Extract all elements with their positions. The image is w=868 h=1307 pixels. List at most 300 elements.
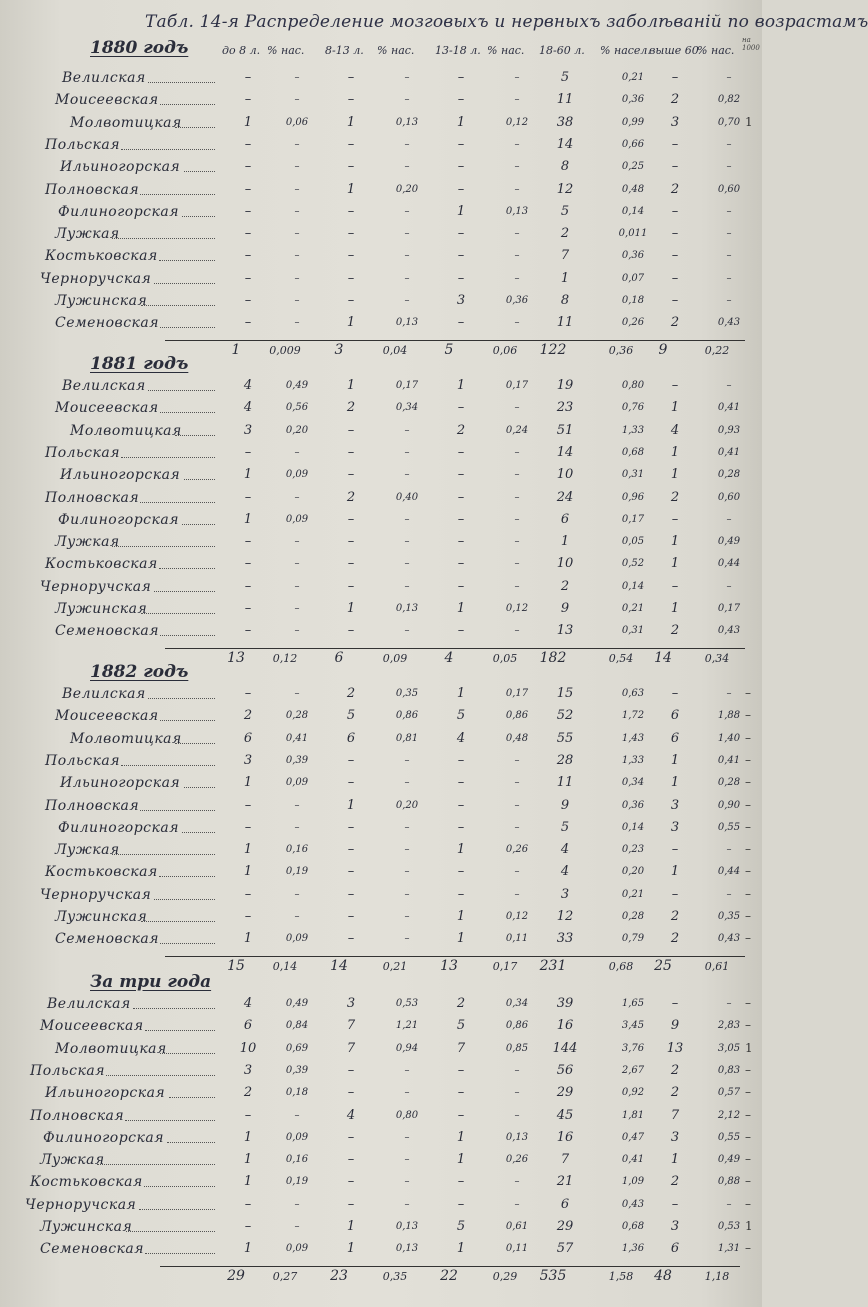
district-name: Лужинская [40, 1219, 133, 1235]
table-cell: 3 [456, 293, 466, 308]
table-cell: – [726, 1198, 732, 1210]
table-cell: 8 [560, 293, 570, 308]
district-name: Моисеевская [40, 1018, 144, 1035]
table-cell: – [347, 1196, 355, 1212]
table-cell: 1 [560, 270, 570, 286]
table-cell: 2 [670, 623, 680, 639]
table-cell: – [294, 446, 300, 458]
table-cell: 45 [556, 1107, 574, 1123]
table-cell: – [514, 228, 520, 240]
table-cell: – [244, 92, 252, 108]
table-cell: – [671, 996, 679, 1011]
table-cell: 1 [456, 909, 466, 924]
table-cell: 0,13 [505, 205, 529, 217]
district-name: Молвотицкая [55, 1040, 167, 1057]
table-cell: – [457, 556, 465, 572]
table-cell: 2,83 [717, 1020, 741, 1032]
table-cell: – [244, 203, 252, 219]
table-cell: 3 [243, 1062, 253, 1078]
district-name: Лужинская [55, 909, 148, 925]
leader-dots [140, 810, 215, 811]
table-cell: 39 [556, 996, 574, 1011]
table-cell: 1,21 [395, 1020, 419, 1032]
table-cell: – [514, 1176, 520, 1188]
table-cell: 0,20 [285, 424, 309, 436]
table-cell: 1,72 [621, 710, 645, 722]
table-cell: 0,36 [505, 295, 529, 306]
table-cell: 10 [556, 556, 574, 572]
table-cell: 0,41 [717, 402, 741, 414]
total-cell: 9 [658, 341, 668, 358]
table-cell: 0,17 [505, 380, 529, 391]
table-cell: – [347, 864, 355, 880]
table-cell: – [671, 136, 679, 152]
table-cell: – [457, 1174, 465, 1190]
table-cell: 0,81 [395, 732, 419, 744]
table-cell: – [347, 752, 355, 768]
leader-dots [144, 1186, 215, 1187]
leader-dots [167, 1142, 216, 1143]
margin-mark: – [745, 1152, 751, 1167]
table-cell: – [347, 1152, 355, 1168]
table-cell: 0,55 [717, 821, 741, 833]
total-cell: 0,35 [382, 1269, 408, 1283]
district-name: Польская [45, 752, 120, 769]
table-cell: 0,79 [621, 933, 645, 945]
table-cell: – [244, 444, 252, 460]
district-name: Семеновская [55, 315, 160, 332]
table-cell: – [726, 228, 732, 240]
table-cell: 1 [456, 1129, 466, 1145]
table-cell: 1 [670, 864, 680, 880]
table-cell: – [671, 203, 679, 219]
table-cell: – [404, 161, 410, 173]
table-cell: – [294, 821, 300, 833]
total-cell: 0,009 [269, 343, 301, 357]
table-cell: 3 [670, 1129, 680, 1145]
title-note: на 1000 [742, 36, 760, 52]
total-cell: 0,09 [382, 651, 408, 665]
table-cell: – [294, 536, 300, 548]
table-cell: – [294, 72, 300, 83]
leader-dots [184, 787, 216, 788]
table-cell: – [726, 72, 732, 83]
table-cell: – [294, 161, 300, 173]
table-cell: – [347, 623, 355, 639]
margin-mark: – [745, 797, 751, 812]
district-name: Полновская [45, 797, 140, 814]
leader-dots [141, 613, 216, 614]
district-name: Семеновская [55, 623, 160, 640]
table-cell: 0,09 [285, 1131, 309, 1143]
table-cell: 0,34 [505, 998, 529, 1009]
table-cell: 0,41 [717, 754, 741, 766]
table-cell: 0,92 [621, 1087, 645, 1099]
table-cell: 1 [346, 315, 356, 331]
table-cell: – [294, 250, 300, 262]
table-cell: 1,33 [621, 424, 645, 436]
table-cell: 0,68 [621, 446, 645, 458]
table-cell: 1 [456, 203, 466, 219]
table-cell: – [244, 293, 252, 308]
table-cell: 9 [560, 797, 570, 813]
table-cell: 0,09 [285, 469, 309, 481]
table-cell: 0,17 [395, 380, 419, 391]
table-cell: – [457, 1085, 465, 1101]
table-cell: – [347, 444, 355, 460]
district-name: Моисеевская [55, 92, 159, 109]
table-cell: 0,16 [285, 1154, 309, 1166]
total-cell: 0,04 [382, 343, 408, 357]
table-cell: 1 [243, 1174, 253, 1190]
table-cell: 3,76 [621, 1042, 645, 1054]
margin-mark: – [745, 931, 751, 946]
table-cell: 5 [560, 70, 570, 85]
table-cell: – [244, 248, 252, 264]
table-cell: 1 [243, 864, 253, 880]
table-cell: 0,13 [505, 1131, 529, 1143]
table-cell: 2 [670, 92, 680, 108]
table-cell: – [244, 819, 252, 835]
table-cell: 0,88 [717, 1176, 741, 1188]
total-rule [165, 648, 745, 649]
table-cell: – [347, 136, 355, 152]
total-rule [165, 956, 745, 957]
district-name: Моисеевская [55, 400, 159, 417]
table-cell: – [514, 402, 520, 414]
table-cell: 7 [456, 1040, 466, 1056]
margin-mark: – [745, 752, 751, 767]
table-cell: – [404, 754, 410, 766]
leader-dots [140, 502, 215, 503]
table-cell: – [294, 603, 300, 614]
margin-mark: – [745, 1107, 751, 1122]
table-cell: 2 [670, 181, 680, 197]
margin-mark: – [745, 1062, 751, 1077]
leader-dots [112, 854, 215, 855]
table-cell: – [294, 272, 300, 284]
column-header: % нас. [377, 44, 415, 57]
table-row [0, 579, 762, 601]
table-cell: – [671, 686, 679, 701]
table-cell: 2 [560, 226, 570, 242]
table-cell: – [726, 380, 732, 391]
table-cell: – [404, 1154, 410, 1166]
table-cell: 1 [456, 1152, 466, 1168]
table-cell: – [457, 1107, 465, 1123]
table-row [0, 423, 762, 445]
table-cell: 0,17 [717, 603, 741, 614]
table-cell: 1 [243, 467, 253, 483]
table-cell: 0,55 [717, 1131, 741, 1143]
margin-mark: – [745, 886, 751, 901]
table-row [0, 842, 762, 864]
table-cell: 4 [243, 400, 253, 416]
table-cell: 0,14 [621, 580, 645, 592]
leader-dots [121, 765, 215, 766]
table-cell: 1 [670, 1152, 680, 1168]
table-cell: 0,47 [621, 1131, 645, 1143]
table-cell: – [244, 1107, 252, 1123]
table-cell: 0,18 [621, 295, 645, 306]
table-cell: 24 [556, 489, 574, 505]
section-year: 1881 годъ [90, 354, 189, 374]
table-cell: 6 [346, 730, 356, 746]
table-cell: 3,05 [717, 1042, 741, 1054]
total-cell: 0,61 [704, 959, 730, 973]
table-cell: 1 [456, 601, 466, 616]
table-cell: – [294, 317, 300, 329]
table-cell: 11 [556, 775, 574, 791]
table-cell: – [514, 1087, 520, 1099]
table-cell: 1 [243, 775, 253, 791]
table-cell: 6 [670, 730, 680, 746]
table-cell: 28 [556, 752, 574, 768]
table-cell: – [404, 228, 410, 240]
table-cell: 0,56 [285, 402, 309, 414]
table-cell: 1,40 [717, 732, 741, 744]
table-cell: 12 [556, 181, 574, 197]
table-cell: 4 [560, 842, 570, 858]
table-cell: 0,86 [505, 1020, 529, 1032]
table-cell: 0,20 [395, 183, 419, 195]
table-cell: 1 [346, 181, 356, 197]
district-name: Ильиногорская [60, 467, 181, 484]
table-cell: – [671, 378, 679, 393]
total-cell: 29 [227, 1267, 245, 1284]
margin-mark: – [745, 819, 751, 834]
table-cell: 1 [243, 842, 253, 858]
district-name: Польская [45, 444, 120, 461]
table-cell: – [244, 1196, 252, 1212]
table-row [0, 534, 762, 556]
table-cell: 0,28 [717, 777, 741, 789]
table-cell: 0,39 [285, 1064, 309, 1076]
table-cell: 0,28 [285, 710, 309, 722]
table-cell: – [671, 293, 679, 308]
table-cell: 0,80 [395, 1109, 419, 1121]
leader-dots [184, 479, 216, 480]
table-cell: 1 [456, 1241, 466, 1257]
table-cell: 0,26 [505, 1154, 529, 1166]
table-cell: – [671, 70, 679, 85]
table-cell: 51 [556, 422, 574, 438]
total-cell: 0,06 [492, 343, 518, 357]
district-name: Лужкая [40, 1152, 105, 1169]
leader-dots [148, 390, 216, 391]
table-cell: 0,34 [395, 402, 419, 414]
table-cell: – [457, 226, 465, 242]
table-cell: 0,49 [285, 998, 309, 1009]
table-cell: 2 [346, 686, 356, 701]
total-cell: 14 [654, 649, 672, 666]
table-cell: – [671, 226, 679, 242]
table-cell: 0,13 [395, 1221, 419, 1232]
table-cell: 2 [560, 578, 570, 594]
table-cell: 1,88 [717, 710, 741, 722]
table-cell: 0,76 [621, 402, 645, 414]
table-cell: – [726, 295, 732, 306]
column-header: до 8 л. [222, 44, 261, 57]
table-cell: – [404, 777, 410, 789]
table-cell: – [347, 70, 355, 85]
table-cell: – [514, 1064, 520, 1076]
table-cell: 29 [556, 1085, 574, 1101]
table-cell: 1 [670, 444, 680, 460]
total-cell: 4 [444, 649, 454, 666]
margin-mark: – [745, 842, 751, 857]
table-cell: – [514, 94, 520, 106]
table-cell: – [294, 558, 300, 570]
district-name: Польская [30, 1062, 105, 1079]
table-cell: – [514, 491, 520, 503]
table-cell: 14 [556, 136, 574, 152]
table-cell: 0,53 [395, 998, 419, 1009]
table-cell: – [457, 578, 465, 594]
table-cell: 10 [239, 1040, 257, 1056]
table-cell: 0,53 [717, 1221, 741, 1232]
table-cell: – [457, 92, 465, 108]
table-cell: – [404, 1176, 410, 1188]
table-cell: 15 [556, 686, 574, 701]
table-row [0, 378, 762, 400]
leader-dots [148, 82, 216, 83]
table-cell: 2 [346, 489, 356, 505]
table-cell: – [671, 842, 679, 858]
table-cell: 8 [560, 159, 570, 175]
table-cell: – [726, 844, 732, 856]
table-row [0, 798, 762, 820]
table-cell: 0,17 [505, 688, 529, 699]
table-cell: – [404, 558, 410, 570]
table-cell: 0,19 [285, 866, 309, 878]
table-cell: – [347, 293, 355, 308]
table-cell: 0,61 [505, 1221, 529, 1232]
table-cell: – [294, 228, 300, 240]
table-cell: – [514, 821, 520, 833]
total-cell: 0,34 [704, 651, 730, 665]
table-cell: – [347, 819, 355, 835]
district-name: Полновская [45, 181, 140, 198]
leader-dots [154, 283, 215, 284]
table-cell: 12 [556, 909, 574, 924]
table-cell: – [726, 688, 732, 699]
table-cell: – [244, 226, 252, 242]
table-cell: 1 [670, 467, 680, 483]
table-cell: – [404, 272, 410, 284]
district-name: Лужкая [55, 842, 120, 859]
table-cell: 0,52 [621, 558, 645, 570]
table-cell: 9 [670, 1018, 680, 1034]
table-cell: 5 [346, 708, 356, 724]
table-cell: 3 [670, 797, 680, 813]
table-cell: – [347, 270, 355, 286]
table-cell: 1,31 [717, 1243, 741, 1255]
table-cell: – [404, 446, 410, 458]
total-cell: 14 [330, 957, 348, 974]
table-cell: – [294, 205, 300, 217]
district-name: Полновская [45, 489, 140, 506]
table-cell: 0,23 [621, 844, 645, 856]
table-cell: – [457, 136, 465, 152]
table-cell: 6 [560, 1196, 570, 1212]
table-cell: 0,63 [621, 688, 645, 699]
district-name: Моисеевская [55, 708, 159, 725]
table-cell: – [294, 491, 300, 503]
total-cell: 0,36 [608, 343, 634, 357]
table-cell: – [457, 886, 465, 902]
total-cell: 3 [334, 341, 344, 358]
total-cell: 535 [539, 1267, 567, 1284]
table-cell: 33 [556, 931, 574, 947]
table-cell: – [726, 205, 732, 217]
table-cell: 0,41 [285, 732, 309, 744]
table-cell: 1,36 [621, 1243, 645, 1255]
table-cell: 0,57 [717, 1087, 741, 1099]
district-name: Черноручская [40, 270, 152, 287]
table-row [0, 182, 762, 204]
table-row [0, 686, 762, 708]
table-cell: 0,13 [395, 116, 419, 128]
table-cell: – [404, 625, 410, 637]
table-cell: 0,94 [395, 1042, 419, 1054]
table-cell: 0,48 [505, 732, 529, 744]
table-cell: 1 [670, 775, 680, 791]
leader-dots [148, 698, 216, 699]
district-name: Молвотицкая [70, 422, 182, 439]
leader-dots [97, 1164, 215, 1165]
table-cell: – [244, 136, 252, 152]
table-cell: 1 [560, 534, 570, 550]
table-cell: – [457, 159, 465, 175]
table-row [0, 115, 762, 137]
table-cell: – [457, 444, 465, 460]
leader-dots [160, 412, 216, 413]
total-rule [160, 1266, 740, 1267]
table-cell: 13 [666, 1040, 684, 1056]
total-cell: 0,21 [382, 959, 408, 973]
table-cell: 0,60 [717, 491, 741, 503]
table-cell: – [294, 1198, 300, 1210]
table-cell: – [726, 250, 732, 262]
total-cell: 48 [654, 1267, 672, 1284]
table-cell: – [347, 203, 355, 219]
district-name: Велилская [62, 378, 146, 394]
table-row [0, 556, 762, 578]
table-cell: 0,31 [621, 625, 645, 637]
table-cell: – [244, 181, 252, 197]
table-cell: – [514, 777, 520, 789]
table-cell: 0,21 [621, 72, 645, 83]
table-cell: – [244, 70, 252, 85]
table-row [0, 445, 762, 467]
table-cell: – [726, 888, 732, 900]
table-cell: – [244, 623, 252, 639]
table-cell: 9 [560, 601, 570, 616]
table-cell: – [244, 686, 252, 701]
table-cell: 3 [243, 752, 253, 768]
table-cell: 1 [346, 378, 356, 393]
table-cell: – [457, 270, 465, 286]
table-cell: – [404, 513, 410, 525]
table-cell: 11 [556, 315, 574, 331]
table-cell: – [514, 446, 520, 458]
table-cell: – [671, 270, 679, 286]
total-cell: 0,54 [608, 651, 634, 665]
leader-dots [159, 260, 215, 261]
table-cell: 1 [670, 752, 680, 768]
table-cell: 1 [243, 1129, 253, 1145]
